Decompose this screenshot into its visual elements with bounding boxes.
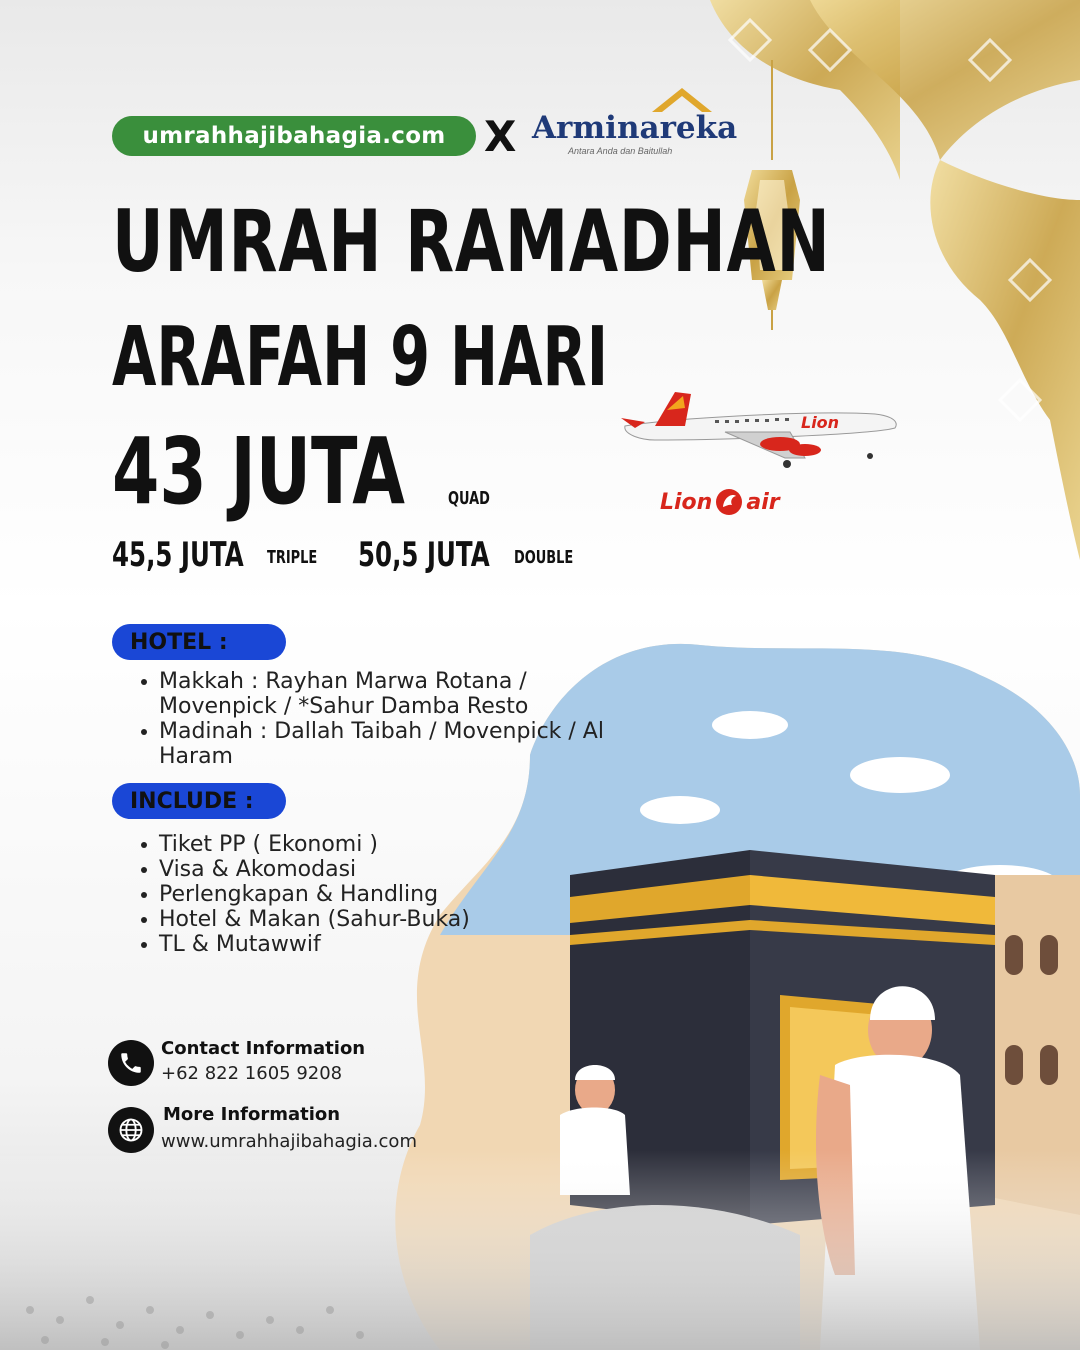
site-badge: umrahhajibahagia.com [112,116,476,156]
contact-phone[interactable]: +62 822 1605 9208 [161,1063,343,1084]
list-item: Madinah : Dallah Taibah / Movenpick / Al Haram [137,719,607,769]
title-line2: ARAFAH 9 HARI [112,310,609,405]
phone-icon [108,1040,154,1086]
lion-air-logo-icon [714,487,744,517]
hotel-list [137,669,607,769]
globe-icon [108,1107,154,1153]
lion-air-logo-left: Lion [660,489,713,515]
contact-title: Contact Information [161,1038,366,1059]
list-item: Visa & Akomodasi [137,857,557,882]
title-line1: UMRAH RAMADHAN [112,192,831,292]
include-list [137,832,557,957]
website-link[interactable]: www.umrahhajibahagia.com [161,1131,417,1152]
include-heading: INCLUDE : [112,783,286,819]
list-item: Makkah : Rayhan Marwa Rotana / Movenpick / *Sahur Damba Resto [137,669,607,719]
price-quad: 43 JUTA [112,418,405,525]
more-info-title: More Information [163,1104,341,1125]
airplane-icon [615,388,900,470]
lion-air-logo [660,485,780,519]
price-double: 50,5 JUTA [358,535,490,575]
list-item: Perlengkapan & Handling [137,882,557,907]
collab-x: X [484,112,517,161]
list-item: Hotel & Makan (Sahur-Buka) [137,907,557,932]
svg-text:Lion: Lion [801,413,840,432]
price-double-type: DOUBLE [514,547,574,568]
arminareka-logo: Arminareka [532,110,738,146]
arminareka-tagline: Antara Anda dan Baitullah [568,146,673,156]
lion-air-logo-right: air [746,489,780,515]
price-triple: 45,5 JUTA [112,535,244,575]
crowd-photo-overlay [0,1150,1080,1350]
price-triple-type: TRIPLE [267,547,318,568]
price-quad-type: QUAD [448,488,490,509]
hotel-heading: HOTEL : [112,624,286,660]
list-item: Tiket PP ( Ekonomi ) [137,832,557,857]
list-item: TL & Mutawwif [137,932,557,957]
